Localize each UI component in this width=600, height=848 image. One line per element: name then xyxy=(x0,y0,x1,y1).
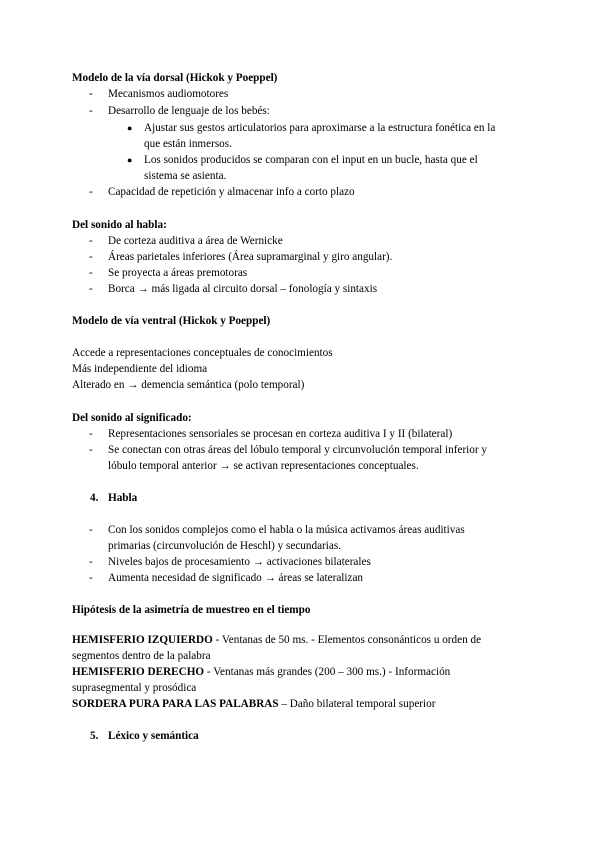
paragraph-line: Alterado en → demencia semántica (polo temporal) xyxy=(72,379,305,391)
heading-via-ventral: Modelo de vía ventral (Hickok y Poeppel) xyxy=(72,315,271,327)
paragraph-line: Accede a representaciones conceptuales de conocimientos xyxy=(72,347,333,359)
sub-list-item-text xyxy=(144,120,532,152)
text-line: Ajustar sus gestos articulatorios para aproximarse a la estructura fonética en la xyxy=(144,122,496,134)
heading-text: Léxico y semántica xyxy=(108,730,199,742)
dash-marker: - xyxy=(89,524,93,536)
list-item-text xyxy=(108,442,532,474)
dash-marker: - xyxy=(89,186,93,198)
dash-marker: - xyxy=(89,444,93,456)
text-span: – Daño bilateral temporal superior xyxy=(278,698,436,710)
list-item-text xyxy=(108,426,532,442)
heading-sonido-habla: Del sonido al habla: xyxy=(72,219,167,231)
text-line: Representaciones sensoriales se procesan en corteza auditiva I y II (bilateral) xyxy=(108,428,453,440)
sordera-paragraph xyxy=(72,696,528,712)
bullet-marker: ● xyxy=(127,155,133,165)
text-line: lóbulo temporal anterior → se activan representaciones conceptuales. xyxy=(108,460,419,472)
dash-marker: - xyxy=(89,556,93,568)
list-item-text xyxy=(108,522,532,554)
hemisferio-derecho-label: HEMISFERIO DERECHO xyxy=(72,666,205,678)
heading-text: Habla xyxy=(108,492,138,504)
text-span: - Ventanas de 50 ms. - Elementos consonánticos u orden de xyxy=(212,634,482,646)
hemisferio-derecho-paragraph xyxy=(72,664,528,696)
sordera-label: SORDERA PURA PARA LAS PALABRAS xyxy=(72,698,279,710)
list-item-text: Capacidad de repetición y almacenar info a corto plazo xyxy=(108,186,355,198)
text-line: Se conectan con otras áreas del lóbulo temporal y circunvolución temporal inferior y xyxy=(108,444,487,456)
text-line: que están inmersos. xyxy=(144,138,232,150)
dash-marker: - xyxy=(89,572,93,584)
list-item-text: Borca → más ligada al circuito dorsal – fonología y sintaxis xyxy=(108,283,378,295)
list-item-text: Áreas parietales inferiores (Área supramarginal y giro angular). xyxy=(108,251,393,263)
numbered-heading-lexico xyxy=(90,728,199,744)
heading-sonido-significado: Del sonido al significado: xyxy=(72,412,192,424)
text-line: primarias (circunvolución de Heschl) y secundarias. xyxy=(108,540,341,552)
heading-hipotesis: Hipótesis de la asimetría de muestreo en el tiempo xyxy=(72,604,311,616)
dash-marker: - xyxy=(89,105,93,117)
dash-marker: - xyxy=(89,88,93,100)
text-span: - Ventanas más grandes (200 – 300 ms.) - Información xyxy=(204,666,451,678)
paragraph-line: Más independiente del idioma xyxy=(72,363,208,375)
dash-marker: - xyxy=(89,267,93,279)
text-line: Los sonidos producidos se comparan con el input en un bucle, hasta que el xyxy=(144,154,478,166)
sub-list-item-text xyxy=(144,152,532,184)
dash-marker: - xyxy=(89,235,93,247)
text-line: Niveles bajos de procesamiento → activaciones bilaterales xyxy=(108,556,371,568)
text-line: Con los sonidos complejos como el habla o la música activamos áreas auditivas xyxy=(108,524,465,536)
text-line: segmentos dentro de la palabra xyxy=(72,650,211,662)
heading-number: 4. xyxy=(90,492,99,504)
numbered-heading-habla xyxy=(90,490,137,506)
bullet-marker: ● xyxy=(127,123,133,133)
list-item-text: Se proyecta a áreas premotoras xyxy=(108,267,248,279)
hemisferio-izquierdo-label: HEMISFERIO IZQUIERDO xyxy=(72,634,213,646)
dash-marker: - xyxy=(89,428,93,440)
list-item-text: Mecanismos audiomotores xyxy=(108,88,229,100)
hemisferio-izquierdo-paragraph xyxy=(72,632,528,664)
dash-marker: - xyxy=(89,251,93,263)
text-line: Aumenta necesidad de significado → áreas se lateralizan xyxy=(108,572,364,584)
heading-via-dorsal: Modelo de la vía dorsal (Hickok y Poeppel) xyxy=(72,72,278,84)
dash-marker: - xyxy=(89,283,93,295)
list-item-text: Desarrollo de lenguaje de los bebés: xyxy=(108,105,270,117)
list-item-text xyxy=(108,554,532,570)
text-line: sistema se asienta. xyxy=(144,170,227,182)
list-item-text xyxy=(108,570,532,586)
heading-number: 5. xyxy=(90,730,99,742)
list-item-text: De corteza auditiva a área de Wernicke xyxy=(108,235,283,247)
text-line: suprasegmental y prosódica xyxy=(72,682,197,694)
